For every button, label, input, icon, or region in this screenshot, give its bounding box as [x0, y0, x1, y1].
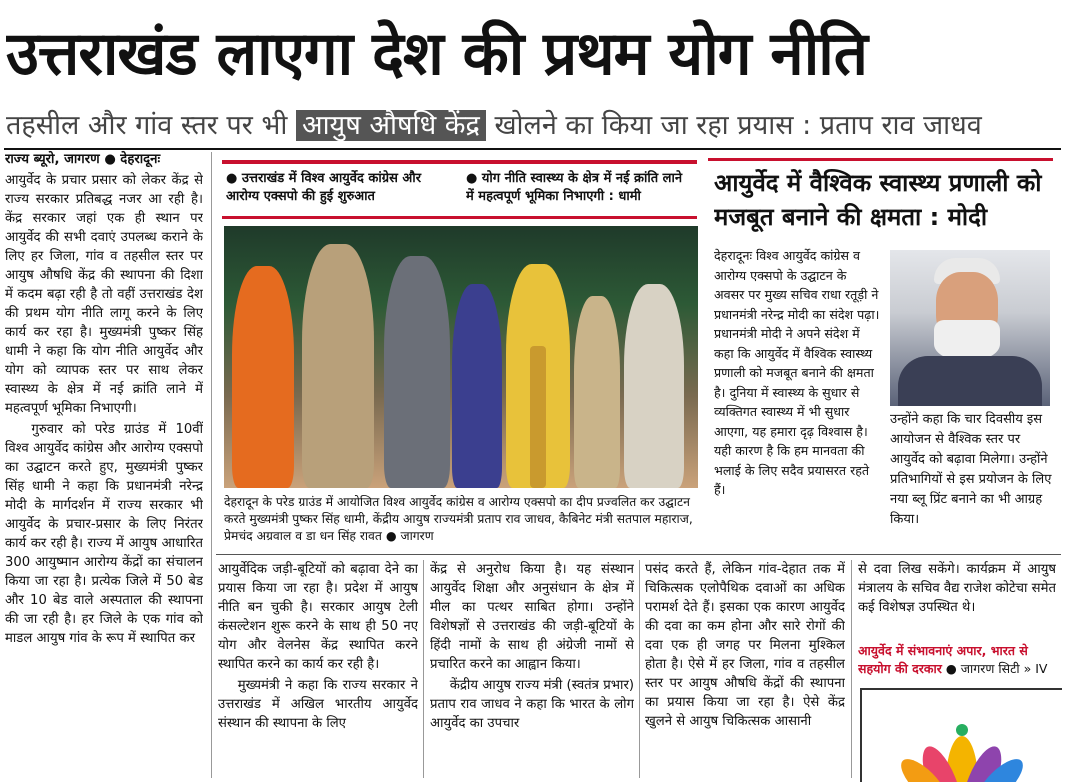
subheadline-before: तहसील और गांव स्तर पर भी [6, 110, 296, 141]
col3-paragraph: केंद्र से अनुरोध किया है। यह संस्थान आयुर्वेद शिक्षा और अनुसंधान के क्षेत्र में मील का पत्थर साबित होगा। उन्होंने विशेषज्ञों से उत्तराखंड की जड़ी-बूटियों के हिंदी नामों के साथ ही अंग्रेजी नामों से प्रचारित करने का आह्वान किया। [430, 562, 634, 672]
col3-paragraph: केंद्रीय आयुष राज्य मंत्री (स्वतंत्र प्रभार) प्रताप राव जाधव ने कहा कि भारत के लोग आयुर्वेद का उपचार [430, 678, 634, 731]
portrait-coat [898, 356, 1042, 406]
byline: राज्य ब्यूरो, जागरण ● देहरादूनः [5, 152, 161, 167]
column-divider [211, 152, 212, 778]
page-teaser [858, 642, 1058, 682]
teaser-ref: ● जागरण सिटी » IV [941, 661, 1048, 676]
col1-paragraph: गुरुवार को परेड ग्राउंड में 10वीं विश्व आयुर्वेद कांग्रेस और आरोग्य एक्सपो का उद्घाटन करते हुए, मुख्यमंत्री पुष्कर सिंह धामी ने कहा कि प्रधानमंत्री नरेन्द्र मोदी के मार्गदर्शन में राज्य सरकार भी आयुर्वेद के प्रचार-प्रसार के लिए निरंतर कार्य कर रही है। राज्य में आयुष आधारित 300 आयुष्मान आरोग्य केंद्रों का संचालन किया जा रहा है। प्रत्येक जिले में 50 बेड और 10 बेड वाले अस्पताल की स्थापना की जा रही है। हर जिले के एक गांव को माडल आयुष गांव के रूप में स्थापित कर [5, 422, 203, 646]
subheadline [6, 104, 1061, 148]
sidebar-top-bar [708, 158, 1053, 161]
photo-caption: देहरादून के परेड ग्राउंड में आयोजित विश्व आयुर्वेद कांग्रेस व आरोग्य एक्सपो का दीप प्रज्वलित कर उद्घाटन करते मुख्यमंत्री पुष्कर सिंह धामी, केंद्रीय आयुष राज्यमंत्री प्रताप राव जाधव, कैबिनेट मंत्री सतपाल महाराज, प्रेमचंद अग्रवाल व डा धन सिंह रावत ● जागरण [224, 495, 693, 543]
sidebar-body: देहरादूनः विश्व आयुर्वेद कांग्रेस व आरोग्य एक्सपो के उद्घाटन के अवसर पर मुख्य सचिव राधा रतूड़ी ने प्रधानमंत्री नरेन्द्र मोदी का संदेश पढ़ा। प्रधानमंत्री मोदी ने अपने संदेश में कहा कि आयुर्वेद में वैश्विक स्वास्थ्य प्रणाली को मजबूत बनाने की क्षमता है। दुनिया में स्वास्थ्य के सुधार से व्यक्तिगत स्वास्थ्य में भी सुधार आएगा, यह हमारा दृढ़ विश्वास है। यही कारण है कि हम मानवता की भलाई के लिए सदैव प्रयासरत रहते हैं। [714, 248, 880, 497]
headline: उत्तराखंड लाएगा देश की प्रथम योग नीति [6, 19, 867, 89]
bullet-2: ● योग नीति स्वास्थ्य के क्षेत्र में नई क्रांति लाने में महत्वपूर्ण भूमिका निभाएगी : धामी [466, 171, 683, 204]
column-1 [5, 150, 203, 780]
pm-portrait [890, 250, 1050, 406]
col4-paragraph: पसंद करते हैं, लेकिन गांव-देहात तक में चिकित्सक एलोपैथिक दवाओं का अधिक परामर्श देते हैं। इसका एक कारण आयुर्वेद की दवा का कम होना और सारे रोगों की दवा एक ही जगह पर मिलना मुश्किल होता है। ऐसे में हर जिला, गांव व तहसील स्तर पर आयुष औषधि केंद्रों की स्थापना का प्रयास किया जा रहा है। ऐसे केंद्र खुलने से आयुष चिकित्सक आसानी [645, 562, 845, 729]
sidebar-quote: उन्होंने कहा कि चार दिवसीय इस आयोजन से वैश्विक स्तर पर आयुर्वेद को बढ़ावा मिलेगा। उन्होंने प्रतिभागियों से इस प्रयोजन के लिए नया ब्लू प्रिंट बनाने का भी आग्रह किया। [890, 412, 1052, 527]
column-2 [218, 560, 418, 780]
sidebar-headline: आयुर्वेद में वैश्विक स्वास्थ्य प्रणाली को मजबूत बनाने की क्षमता : मोदी [714, 169, 1042, 231]
person-figure [302, 244, 374, 488]
col1-paragraph: आयुर्वेद के प्रचार प्रसार को लेकर केंद्र से राज्य सरकार प्रतिबद्ध नजर आ रही है। केंद्र सरकार जहां एक ही स्थान पर आयुर्वेद की सभी दवाएं उपलब्ध कराने के लिए हर जिला, गांव व तहसील स्तर पर आयुष औषधि केंद्र की स्थापना की दिशा में कदम बढ़ा रही है तो वहीं उत्तराखंड देश की प्रथम योग नीति लागू करने के लिए कार्य कर रहा है। मुख्यमंत्री पुष्कर सिंह धामी ने कहा कि योग नीति आयुर्वेद और योग को व्यापक स्तर पर साथ लेकर स्वास्थ्य के क्षेत्र में नई क्रांति लाने में महत्वपूर्ण भूमिका निभाएगी। [5, 173, 203, 416]
col2-paragraph: आयुर्वेदिक जड़ी-बूटियों को बढ़ावा देने का प्रयास किया जा रहा है। प्रदेश में आयुष नीति बन चुकी है। सरकार आयुष टेली कंसल्टेशन शुरू करने के साथ ही 50 नए योग और वेलनेस केंद्र स्थापित करने स्थापित करने का कार्य कर रही है। [218, 562, 418, 672]
ceremonial-lamp [530, 346, 546, 488]
bullet-1: ● उत्तराखंड में विश्व आयुर्वेद कांग्रेस और आरोग्य एक्सपो की हुई शुरुआत [226, 171, 422, 204]
person-figure [452, 284, 502, 488]
event-photo [224, 226, 698, 488]
column-divider [851, 560, 852, 778]
bullets-bottom-bar [222, 216, 697, 219]
col5-paragraph: से दवा लिख सकेंगे। कार्यक्रम में आयुष मंत्रालय के सचिव वैद्य राजेश कोटेचा समेत कई विशेषज्ञ उपस्थित थे। [858, 562, 1056, 615]
portrait-beard [934, 320, 1000, 360]
person-figure [624, 284, 684, 488]
lotus-icon [862, 690, 1062, 782]
person-figure [232, 266, 294, 488]
column-4 [645, 560, 845, 780]
subheadline-after: खोलने का किया जा रहा प्रयास : प्रताप राव जाधव [485, 110, 982, 141]
lotus-graphic [860, 688, 1062, 782]
mid-rule [216, 554, 1061, 555]
person-figure [384, 256, 450, 488]
bullets-top-bar [222, 160, 697, 164]
teaser-text: आयुर्वेद में संभावनाएं अपार, भारत से सहयोग की दरकार [858, 643, 1028, 676]
col2-paragraph: मुख्यमंत्री ने कहा कि राज्य सरकार ने उत्तराखंड में अखिल भारतीय आयुर्वेद संस्थान की स्थापना के लिए [218, 678, 418, 731]
subheadline-highlight: आयुष औषधि केंद्र [296, 110, 486, 141]
column-divider [423, 560, 424, 778]
column-divider [639, 560, 640, 778]
column-3 [430, 560, 634, 780]
person-figure [574, 296, 620, 488]
column-5 [858, 560, 1056, 642]
